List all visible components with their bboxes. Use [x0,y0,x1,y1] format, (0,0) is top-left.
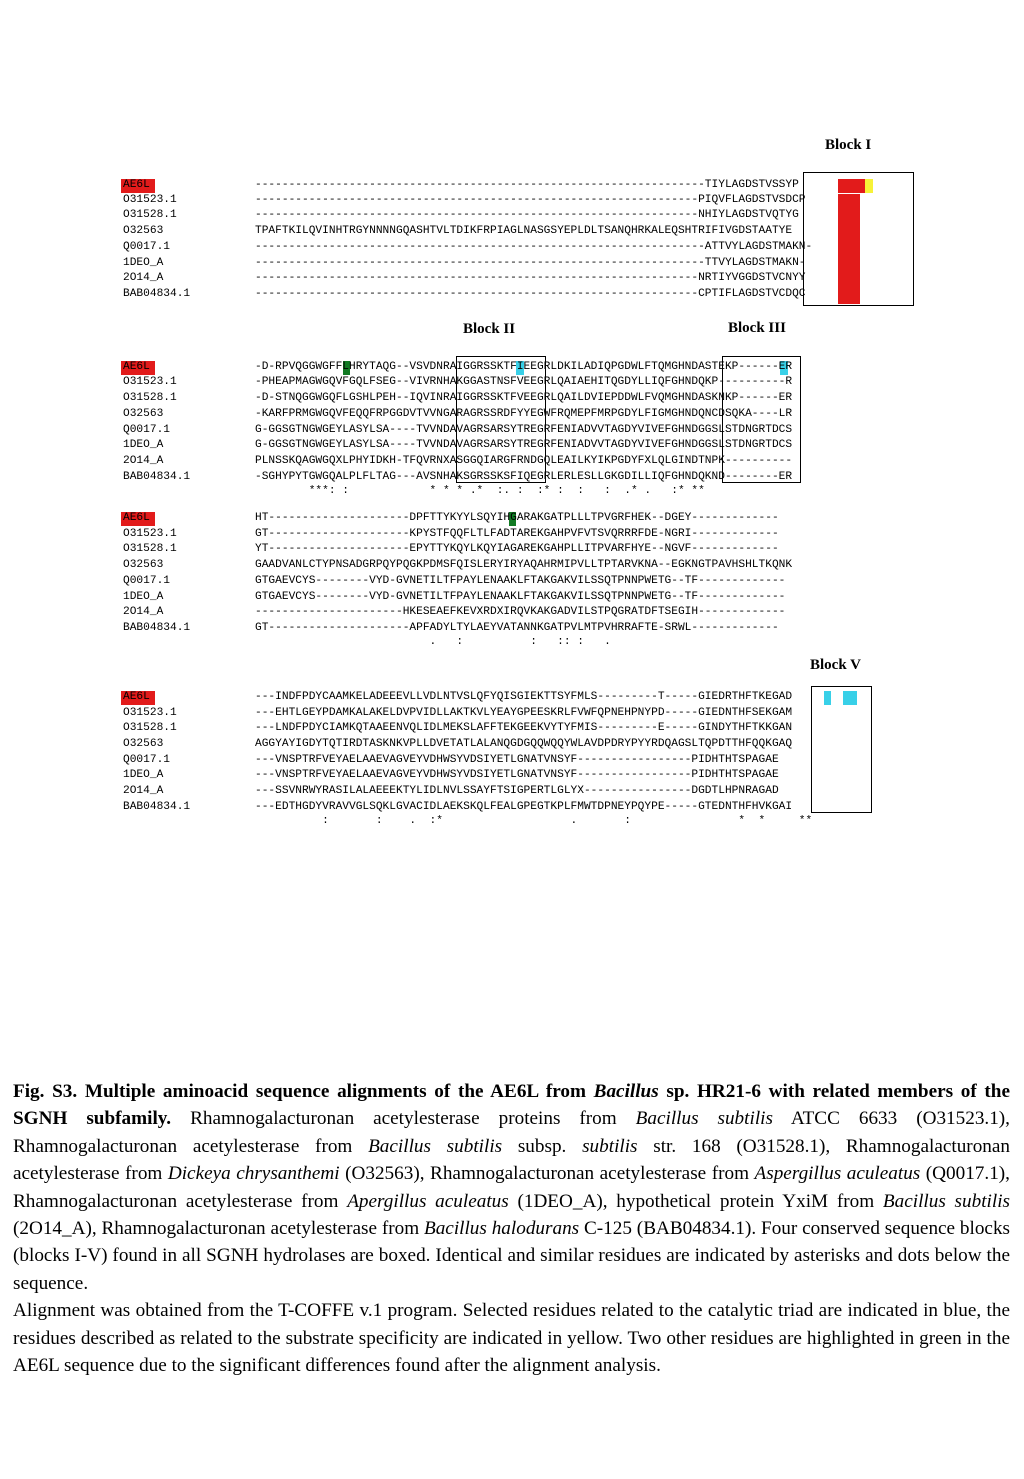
seq-name: O31523.1 [123,376,177,388]
seq-name: 1DEO_A [123,439,164,451]
seq-name: BAB04834.1 [123,288,191,300]
block-i-box [803,172,914,306]
alignment-section-3 [0,511,1024,651]
seq-row: PLNSSKQAGWGQXLPHYIDKH-TFQVRNXASGGQIARGFRNDGQLEAILKYIKPGDYFXLQLGINDTNPK---------- [255,455,793,467]
seq-row: -------------------------------------------------------------------TIYLAGDSTVSSYP [255,179,799,191]
seq-row: GTGAEVCYS--------VYD-GVNETILTFPAYLENAAKLFTAKGAKVILSSQTPNNPWETG--TF------------- [255,591,786,603]
seq-row: TPAFTKILQVINHTRGYNNNNGQASHTVLTDIKFRPIAGLNASGSYEPLDLTSANQHRKALEQSHTRIFIVGDSTAATYE [255,225,793,237]
seq-row: AGGYAYIGDYTQTIRDTASKNKVPLLDVETATLALANQGDGQQWQQYWLAVDPDRYPYYRDQAGSLTQPDTTHFQQKGAQ [255,738,793,750]
seq-row: ----------------------HKESEAEFKEVXRDXIRQVKAKGADVILSTPQGRATDFTSEGIH------------- [255,606,786,618]
seq-name: BAB04834.1 [123,471,191,483]
seq-name: O31528.1 [123,543,177,555]
seq-name: O32563 [123,738,164,750]
seq-row: ---VNSPTRFVEYAELAAEVAGVEYVDHWSYVDSIYETLGNATVNSYF-----------------PIDHTHTSPAGAE [255,769,779,781]
consensus-line: : : . :* . : * * ** [255,815,813,827]
seq-row: ---EHTLGEYPDAMKALAKELDVPVIDLLAKTKVLYEAYGPEESKRLFVWFQPNEHPNYPD-----GIEDNTHFSEKGAM [255,707,793,719]
seq-name: AE6L [123,512,150,524]
seq-name: O31528.1 [123,722,177,734]
seq-row: ------------------------------------------------------------------PIQVFLAGDSTVSDCP [255,194,806,206]
seq-name: AE6L [123,691,150,703]
seq-row: ---VNSPTRFVEYAELAAEVAGVEYVDHWSYVDSIYETLGNATVNSYF-----------------PIDHTHTSPAGAE [255,754,779,766]
block-v-label: Block V [810,657,861,673]
seq-name: O31528.1 [123,392,177,404]
seq-row: ------------------------------------------------------------------NHIYLAGDSTVQTYG [255,209,799,221]
seq-row: -PHEAPMAGWGQVFGQLFSEG--VIVRNHAKGGASTNSFVEEGRLQAIAEHITQGDYLLIQFGHNDQKP----------R [255,376,793,388]
seq-row: HT---------------------DPFTTYKYYLSQYIHGARAKGATPLLLTPVGRFHEK--DGEY------------- [255,512,779,524]
alignment-section-4 [0,690,1024,830]
seq-row: -D-STNQGGWGQFLGSHLPEH--IQVINRAIGGRSSKTFVEEGRLQAILDVIEPDDWLFVQMGHNDASKNKP------ER [255,392,793,404]
seq-name: O31523.1 [123,528,177,540]
seq-row: -------------------------------------------------------------------TTVYLAGDSTMAKN- [255,257,806,269]
seq-name: AE6L [123,361,150,373]
caption-paragraph-2: Alignment was obtained from the T-COFFE v.1 program. Selected residues related to the catalytic triad are indicated in blue, the residues described as related to the substrate specificity are indicated in yellow. Two other residues are highlighted in green in the AE6L sequence due to the significant differences found after the alignment analysis. [13,1300,1010,1377]
seq-row: ---SSVNRWYRASILALAEEEKTYLIDLNVLSSAYFTSIGPERTLGLYX----------------DGDTLHPNRAGAD [255,785,779,797]
seq-row: ---EDTHGDYVRAVVGLSQKLGVACIDLAEKSKQLFEALGPEGTKPLFMWTDPNEYPQYPE-----GTEDNTHFHVKGAI [255,801,793,813]
seq-row: -KARFPRMGWGQVFEQQFRPGGDVTVVNGARAGRSSRDFYYEGWFRQMEPFMRPGDYLFIGMGHNDQNCDSQKA----LR [255,408,793,420]
seq-row: -SGHYPYTGWGQALPLFLTAG---AVSNHAKSGRSSKSFIQEGRLERLESLLGKGDILLIQFGHNDQKND--------ER [255,471,793,483]
alignment-section-2 [0,360,1024,500]
seq-name: 2O14_A [123,455,164,467]
seq-row: -D-RPVQGGWGFFLHRYTAQG--VSVDNRAIGGRSSKTFIEEGRLDKILADIQPGDWLFTQMGHNDASTEKP------ER [255,361,793,373]
alignment-section-1 [0,178,1024,318]
seq-row: ---LNDFPDYCIAMKQTAAEENVQLIDLMEKSLAFFTEKGEEKVYTYFMIS---------E-----GINDYTHFTKKGAN [255,722,793,734]
seq-name: 1DEO_A [123,257,164,269]
seq-name: BAB04834.1 [123,622,191,634]
seq-row: GT---------------------KPYSTFQQFLTLFADTAREKGAHPVFVTSVQRRRFDE-NGRI------------- [255,528,779,540]
seq-name: 2O14_A [123,272,164,284]
block-i-label: Block I [825,137,872,153]
seq-row: G-GGSGTNGWGEYLASYLSA----TVVNDAVAGRSARSYTREGRFENIADVVTAGDYVIVEFGHNDGGSLSTDNGRTDCS [255,424,793,436]
seq-name: AE6L [123,179,150,191]
block-v-box [811,686,872,813]
seq-row: GT---------------------APFADYLTYLAEYVATANNKGATPVLMTPVHRRAFTE-SRWL------------- [255,622,779,634]
seq-name: 1DEO_A [123,591,164,603]
seq-row: -------------------------------------------------------------------ATTVYLAGDSTMAKN- [255,241,813,253]
seq-row: GAADVANLCTYPNSADGRPQYPQGKPDMSFQISLERYIRYAQAHRMIPVLLTPTARVKNA--EGKNGTPAVHSHLTKQNK [255,559,793,571]
seq-row: GTGAEVCYS--------VYD-GVNETILTFPAYLENAAKLFTAKGAKVILSSQTPNNPWETG--TF------------- [255,575,786,587]
seq-name: O31523.1 [123,707,177,719]
seq-name: BAB04834.1 [123,801,191,813]
seq-row: ---INDFPDYCAAMKELADEEEVLLVDLNTVSLQFYQISGIEKTTSYFMLS---------T-----GIEDRTHFTKEGAD [255,691,793,703]
block-iii-label: Block III [728,320,786,336]
caption-paragraph-1: Fig. S3. Multiple aminoacid sequence alignments of the AE6L from Bacillus sp. HR21-6 with related members of the SGNH subfamily. Rhamnogalacturonan acetylesterase proteins from Bacillus subtilis ATCC 6633 (O31523.1), Rhamnogalacturonan acetylesterase from Bacillus subtilis subsp. subtilis str. 168 (O31528.1), Rhamnogalacturonan acetylesterase from Dickeya chrysanthemi (O32563), Rhamnogalacturonan acetylesterase from Aspergillus aculeatus (Q0017.1), Rhamnogalacturonan acetylesterase from Apergillus aculeatus (1DEO_A), hypothetical protein YxiM from Bacillus subtilis (2O14_A), Rhamnogalacturonan acetylesterase from Bacillus halodurans C-125 (BAB04834.1). Four conserved sequence blocks (blocks I-V) found in all SGNH hydrolases are boxed. Identical and similar residues are indicated by asterisks and dots below the sequence. [13,1081,1011,1294]
seq-name: O32563 [123,408,164,420]
block-ii-label: Block II [463,321,516,337]
seq-name: 2O14_A [123,606,164,618]
seq-name: 1DEO_A [123,769,164,781]
seq-row: G-GGSGTNGWGEYLASYLSA----TVVNDAVAGRSARSYTREGRFENIADVVTAGDYVIVEFGHNDGGSLSTDNGRTDCS [255,439,793,451]
seq-name: Q0017.1 [123,575,170,587]
seq-name: 2O14_A [123,785,164,797]
seq-name: Q0017.1 [123,424,170,436]
seq-row: YT---------------------EPYTTYKQYLKQYIAGAREKGAHPLLITPVARFHYE--NGVF------------- [255,543,779,555]
seq-name: O31528.1 [123,209,177,221]
seq-name: O32563 [123,225,164,237]
consensus-line: ***: : * * * .* :. : :* : : : .* . :* ** [255,485,705,497]
seq-name: Q0017.1 [123,754,170,766]
consensus-line: . : : :: : . [255,636,611,648]
seq-name: O31523.1 [123,194,177,206]
seq-name: Q0017.1 [123,241,170,253]
seq-row: ------------------------------------------------------------------NRTIYVGGDSTVCNYY [255,272,806,284]
seq-name: O32563 [123,559,164,571]
figure-caption [13,1078,1010,1379]
seq-row: ------------------------------------------------------------------CPTIFLAGDSTVCDQC [255,288,806,300]
